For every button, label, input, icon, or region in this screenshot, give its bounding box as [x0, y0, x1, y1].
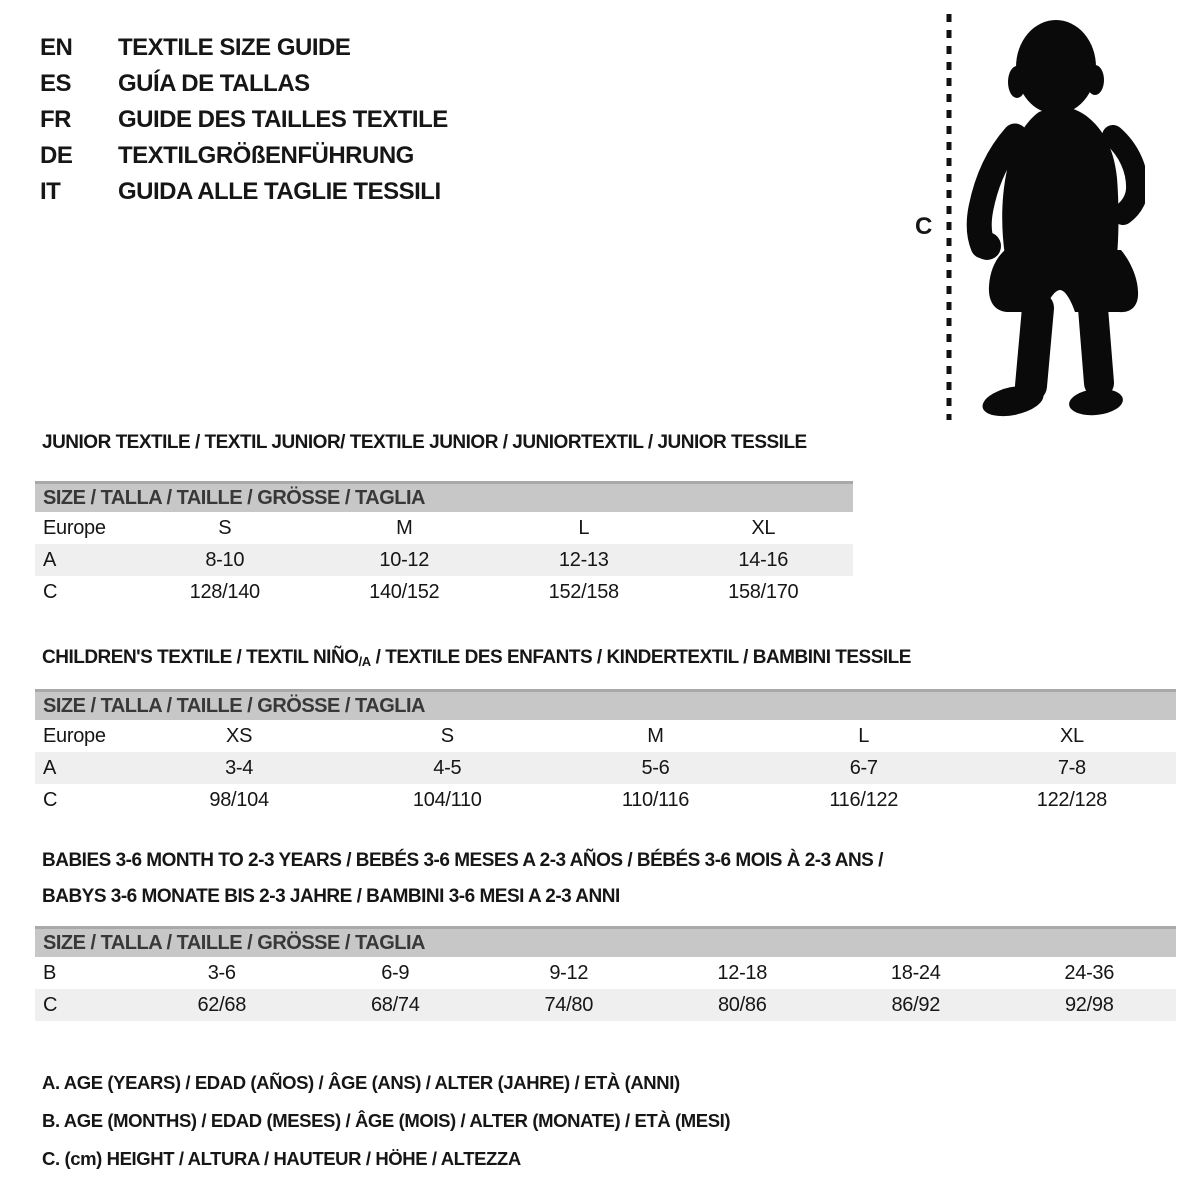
- size-cell: 140/152: [369, 580, 440, 603]
- babies-section-heading: [42, 843, 883, 915]
- size-cell: 10-12: [379, 548, 430, 571]
- babies-row-months: [35, 957, 1176, 989]
- junior-row-age: [35, 544, 853, 576]
- toddler-silhouette-icon: [963, 18, 1145, 425]
- lang-code: IT: [40, 178, 61, 205]
- size-cell: 80/86: [717, 993, 767, 1016]
- size-cell: 116/122: [829, 788, 899, 811]
- row-label: C: [43, 993, 58, 1016]
- lang-code: FR: [40, 106, 71, 133]
- lang-row-es: [40, 66, 448, 102]
- size-cell: 74/80: [544, 993, 594, 1016]
- size-cell: 8-10: [205, 548, 245, 571]
- size-cell: 6-9: [381, 961, 410, 984]
- lang-row-en: [40, 30, 448, 66]
- size-cell: 92/98: [1064, 993, 1114, 1016]
- language-title-list: [40, 30, 448, 210]
- children-heading-sub: /A: [358, 654, 371, 669]
- junior-section-heading: JUNIOR TEXTILE / TEXTIL JUNIOR/ TEXTILE JUNIOR / JUNIORTEXTIL / JUNIOR TESSILE: [42, 432, 807, 453]
- size-cell: S: [440, 724, 454, 747]
- size-cell: 3-6: [207, 961, 236, 984]
- row-label: C: [43, 580, 58, 603]
- lang-row-fr: [40, 102, 448, 138]
- size-cell: 86/92: [891, 993, 941, 1016]
- row-label: A: [43, 756, 57, 779]
- measurement-legend: [42, 1064, 730, 1178]
- size-cell: 9-12: [549, 961, 589, 984]
- children-section-heading: [42, 647, 911, 673]
- size-cell: 18-24: [890, 961, 941, 984]
- children-row-age: [35, 752, 1176, 784]
- size-cell: M: [396, 516, 413, 539]
- junior-size-header: SIZE / TALLA / TAILLE / GRÖSSE / TAGLIA: [35, 481, 853, 512]
- children-row-height: [35, 784, 1176, 816]
- size-cell: 110/116: [621, 788, 690, 811]
- babies-row-height: [35, 989, 1176, 1021]
- children-size-header: SIZE / TALLA / TAILLE / GRÖSSE / TAGLIA: [35, 689, 1176, 720]
- size-cell: L: [858, 724, 870, 747]
- height-measure-label: C: [915, 213, 933, 240]
- lang-row-it: [40, 174, 448, 210]
- size-cell: L: [578, 516, 590, 539]
- size-cell: XS: [226, 724, 253, 747]
- row-label: Europe: [43, 724, 106, 747]
- size-cell: 152/158: [548, 580, 619, 603]
- row-label: C: [43, 788, 58, 811]
- size-cell: 98/104: [209, 788, 269, 811]
- size-cell: 14-16: [738, 548, 789, 571]
- size-cell: 128/140: [189, 580, 260, 603]
- lang-title: GUIDA ALLE TAGLIE TESSILI: [118, 178, 441, 205]
- height-measure-dashed-line: [946, 14, 952, 425]
- lang-title: GUIDE DES TAILLES TEXTILE: [118, 106, 448, 133]
- babies-heading-line2: BABYS 3-6 MONATE BIS 2-3 JAHRE / BAMBINI 3-6 MESI A 2-3 ANNI: [42, 886, 620, 907]
- lang-code: DE: [40, 142, 73, 169]
- children-heading-text: CHILDREN'S TEXTILE / TEXTIL NIÑO: [42, 647, 359, 668]
- size-cell: M: [647, 724, 664, 747]
- junior-size-table: [35, 481, 853, 608]
- size-cell: S: [218, 516, 232, 539]
- size-cell: XL: [1059, 724, 1084, 747]
- size-cell: 24-36: [1064, 961, 1115, 984]
- junior-row-height: [35, 576, 853, 608]
- size-cell: 4-5: [433, 756, 462, 779]
- lang-title: GUÍA DE TALLAS: [118, 70, 310, 97]
- size-cell: 104/110: [412, 788, 482, 811]
- babies-heading-line1: BABIES 3-6 MONTH TO 2-3 YEARS / BEBÉS 3-6 MESES A 2-3 AÑOS / BÉBÉS 3-6 MOIS À 2-3 ANS /: [42, 850, 883, 871]
- size-cell: 3-4: [225, 756, 254, 779]
- legend-line-c: C. (cm) HEIGHT / ALTURA / HAUTEUR / HÖHE / ALTEZZA: [42, 1148, 521, 1169]
- babies-size-table: [35, 926, 1176, 1021]
- row-label: A: [43, 548, 57, 571]
- row-label: B: [43, 961, 57, 984]
- size-cell: 6-7: [849, 756, 878, 779]
- children-heading-text: / TEXTILE DES ENFANTS / KINDERTEXTIL / BAMBINI TESSILE: [370, 647, 911, 668]
- lang-code: EN: [40, 34, 73, 61]
- lang-title: TEXTILGRÖßENFÜHRUNG: [118, 142, 414, 169]
- legend-line-b: B. AGE (MONTHS) / EDAD (MESES) / ÂGE (MOIS) / ALTER (MONATE) / ETÀ (MESI): [42, 1110, 731, 1131]
- size-cell: 7-8: [1057, 756, 1086, 779]
- lang-title: TEXTILE SIZE GUIDE: [118, 34, 351, 61]
- babies-size-header: SIZE / TALLA / TAILLE / GRÖSSE / TAGLIA: [35, 926, 1176, 957]
- size-cell: 12-18: [717, 961, 768, 984]
- children-row-europe: [35, 720, 1176, 752]
- lang-code: ES: [40, 70, 72, 97]
- size-cell: 158/170: [728, 580, 799, 603]
- size-cell: XL: [751, 516, 776, 539]
- size-cell: 5-6: [641, 756, 670, 779]
- row-label: Europe: [43, 516, 106, 539]
- legend-line-a: A. AGE (YEARS) / EDAD (AÑOS) / ÂGE (ANS) / ALTER (JAHRE) / ETÀ (ANNI): [42, 1072, 680, 1093]
- lang-row-de: [40, 138, 448, 174]
- size-cell: 62/68: [197, 993, 247, 1016]
- size-cell: 68/74: [370, 993, 420, 1016]
- children-size-table: [35, 689, 1176, 816]
- size-cell: 122/128: [1036, 788, 1107, 811]
- size-cell: 12-13: [558, 548, 609, 571]
- junior-row-europe: [35, 512, 853, 544]
